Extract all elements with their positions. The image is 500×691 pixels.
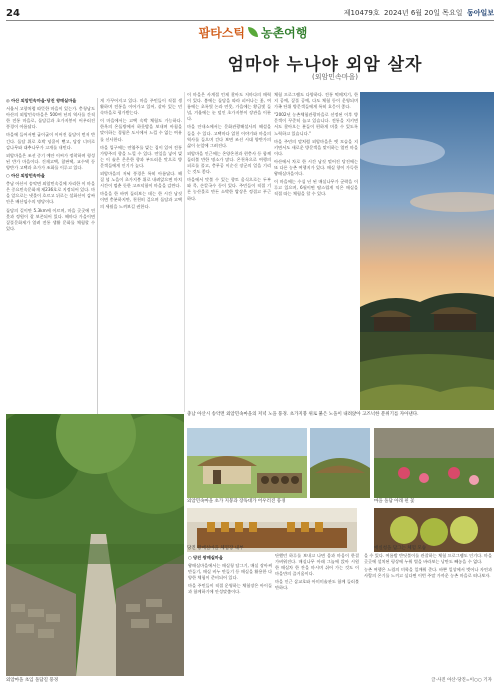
section-logo-part-b: 농촌여행 [261,25,308,40]
issue-date: 2024년 6월 20일 목요일 [384,9,463,17]
col2-paragraph: 이 마을에서는 고택 숙박 체험도 가능하다. 한옥의 온돌방에서 하룻밤을 보내며 아침을 맞이하는 경험은 도시에서 느낄 수 없는 여유를 선사한다. [100,118,182,142]
issue-info [344,8,494,18]
col1-paragraph: 서울서 고향처럼 따뜻한 마을이 있는가. 충청남도 아산의 외암민속마을은 500여 년의 역사를 간직한 전통 마을로, 돌담길과 초가지붕이 어우러진 풍경이 아름답다. [6,106,95,130]
col1-paragraph: 마을에 들어서면 굽이굽이 이어진 돌담이 먼저 반긴다. 돌담 위로 호박 넝쿨이 뻗고, 담장 너머로 감나무와 대추나무가 고개를 내민다. [6,132,95,150]
caption-main-photo: 충남 아산시 송악면 외암민속마을의 저녁 노을 풍경. 초가지붕 위로 붉은 노을이 내려앉아 고즈넉한 분위기를 자아낸다. [187,412,419,417]
main-sunset-photo [360,92,494,410]
article-byline: (외암민속마을) [311,73,359,81]
col4-paragraph: 아산에서 차로 한 시간 남짓 떨어진 당진에는 또 다른 농촌 여행지가 있다. 매실 향이 가득한 왕매실마을이다. [274,158,358,177]
article-column-5 [188,553,272,673]
roof-photo [310,428,370,498]
caption-straw-house: 외암민속마을 초가 지붕과 장독대가 어우러진 풍경 [187,499,286,504]
stone-wall-path-photo [6,414,184,676]
section-logo-part-a: 팜타스틱 [198,25,245,40]
flower-photo [374,428,494,498]
issue-number: 제10479호 [343,9,380,17]
page-header [6,6,494,21]
caption-flower: 마을 돌담 아래 핀 꽃 [374,499,415,504]
col4-paragraph: 이 마을에는 수십 년 된 매실나무가 군락을 이루고 있으며, 6월이면 탐스럽게 익은 매실을 직접 따는 체험을 할 수 있다. [274,179,358,197]
caption-fruit: 매실청을 담그는 체험 모습 [374,546,427,551]
caption-left-photo: 외암마을 초입 돌담길 풍경 [6,678,59,683]
col1-subheading: ○ 아산 외암민속마을 [6,173,45,179]
page-number: 24 [6,7,20,19]
article-column-2 [100,98,182,410]
article-column-4 [274,92,358,410]
col3-paragraph: 마을 안내소에서는 문화관광해설사의 해설을 들을 수 있다. 고택마다 얽힌 이야기와 마을의 역사를 들으며 걷다 보면 조선 시대 양반가의 삶이 눈앞에 그려진다. [187,124,271,148]
col5-paragraph: 마을 주민들이 직접 운영하는 체험장은 아이들과 함께하기에 안성맞춤이다. [188,583,272,595]
col5-subheading: ○ 당진 왕매실마을 [188,555,223,560]
col4-paragraph: 마을 주민의 말처럼 외암마을은 옛 모습을 지키면서도 새로운 방문객을 맞이하는 열린 마을이다. [274,138,358,156]
straw-house-photo [187,428,307,498]
col4-paragraph: "2002년 농촌체험관광마을로 선정된 이후 방문객이 꾸준히 늘고 있습니다. 전통을 지키면서도 찾아오는 분들이 편하게 머물 수 있도록 노력하고 있습니다." [274,112,358,136]
col2-paragraph: 마을을 한 바퀴 둘러보는 데는 한 시간 남짓이면 충분하지만, 천천히 걸으며 돌담과 고택의 세월을 느껴보길 권한다. [100,191,182,209]
sunset-village-image [360,92,494,410]
col7-paragraph: 농촌 여행은 느림의 미학을 일깨워 준다. 바쁜 일상에서 벗어나 자연과 사람의 온기를 느끼고 싶다면 이번 주말 가까운 농촌 마을로 떠나보자. [364,567,492,579]
col3-paragraph: 이 마을은 사계절 언제 찾아도 저마다의 매력이 있다. 봄에는 돌담을 따라 피어나는 꽃, 여름에는 초록빛 논과 연못, 가을에는 황금빛 들녘, 겨울에는 눈 덮인 초가지붕이 장관을 이룬다. [187,92,271,122]
caption-shop: 당진 왕매실마을 체험장 내부 [187,546,244,551]
article-column-3 [187,92,271,410]
col3-paragraph: 마을에서 맛볼 수 있는 향토 음식으로는 두부와 묵, 손칼국수 등이 있다. 주민들이 직접 기른 농산물로 만든 소박한 밥상은 정겹고 푸근하다. [187,177,271,201]
paper-name: 동아일보 [466,9,494,17]
col2-paragraph: 외암마을의 저녁 풍경은 특히 아름답다. 해 질 녘 노을이 초가지붕 위로 내려앉으면 마치 시간이 멈춘 듯한 고즈넉함이 마을을 감싼다. [100,171,182,189]
article-column-6 [275,553,359,673]
column-divider [184,92,185,412]
col1-paragraph: 충남 아산시 송악면 외암민속길에 자리한 이 마을은 중요민속문화재 제236호로 지정되어 있다. 마을 앞으로는 냇물이 흐르고 뒤로는 설화산이 감싸 안은 배산임수의 명당이다. [6,181,95,205]
col4-paragraph: 체험 프로그램도 다양하다. 전통 떡메치기, 한지 공예, 짚풀 공예, 다도 체험 등이 운영되며 가족 단위 방문객들에게 특히 호응이 좋다. [274,92,358,110]
col1-paragraph: 돌담의 길이만 5.3km에 이르며, 마을 곳곳에 연못과 정원이 잘 보존되어 있다. 해마다 가을이면 짚풀문화제가 열려 전통 생활 문화를 체험할 수 있다. [6,207,95,231]
col1-paragraph: 외암마을은 조선 중기 예안 이씨가 정착하며 형성된 반가 마을이다. 건재고택, 참판댁, 교수댁 등 양반가 고택과 초가가 조화를 이루고 있다. [6,152,95,170]
col7-paragraph: 을 수 있다. 여름밤 반딧불이를 관찰하는 체험 프로그램도 인기다. 마을 곳곳에 설치된 평상에 누워 별을 바라보는 낭만도 빼놓을 수 없다. [364,553,492,565]
flower-image [374,428,494,498]
stone-wall-path-image [6,414,184,676]
straw-house-image [187,428,307,498]
col6-paragraph: 단했던 하루를 보내고 나면 몸과 마음이 한결 가벼워진다. 매실나무 아래 그늘에 앉아 시원한 매실차 한 잔을 마시며 쉬어 가는 것도 이 마을만의 즐거움이다. [275,553,359,577]
col2-paragraph: 마을 입구에는 연엽주를 빚는 집이 있어 전통 가양주의 향을 느낄 수 있다. 연잎을 넣어 빚는 이 술은 은은한 향과 부드러운 맛으로 방문객들에게 인기가 높다. [100,144,182,168]
col2-paragraph: 게 가꾸어지고 있다. 마을 주민들이 직접 생활하며 전통을 이어가고 있어, 살아 있는 민속마을로 평가받는다. [100,98,182,116]
roof-image [310,428,370,498]
col3-paragraph: 외암마을 인근에는 온양온천과 현충사 등 함께 둘러볼 만한 명소가 많다. 온천욕으로 여행의 피로를 풀고, 충무공 이순신 장군의 얼을 기리는 것도 좋다. [187,150,271,175]
article-credit: 글·사진 아산·당진=이○○ 기자 [431,678,492,683]
article-lead: ◎ 아산 외암민속마을·당진 왕매실마을 [6,98,77,103]
col5-paragraph: 왕매실마을에서는 매실청 담그기, 매실 장아찌 만들기, 매실 비누 만들기 등 매실을 활용한 다양한 체험이 준비되어 있다. [188,563,272,581]
col6-paragraph: 마을 인근 삽교호와 아미미술관도 함께 들러볼 만하다. [275,579,359,591]
leaf-icon [248,27,258,37]
article-column-1 [6,98,95,410]
article-headline: 엄마야 누나야 외암 살자 [227,55,423,75]
article-column-7 [364,553,492,673]
section-logo [188,22,318,42]
